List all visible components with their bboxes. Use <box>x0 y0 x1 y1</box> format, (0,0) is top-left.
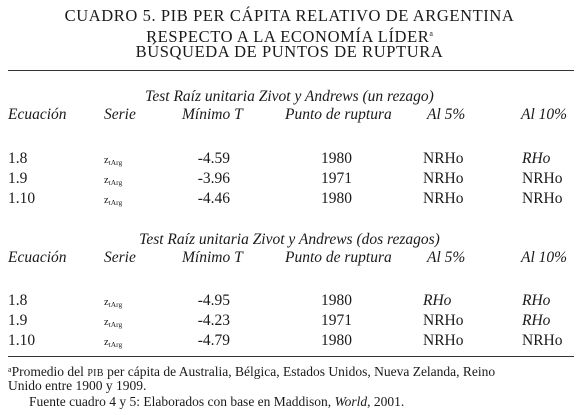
header-ecuacion: Ecuación <box>8 106 67 123</box>
header-punto-ruptura: Punto de ruptura <box>285 106 392 123</box>
cell-serie <box>104 296 122 312</box>
cell-ecuacion: 1.10 <box>8 332 36 349</box>
bottom-rule <box>8 356 574 357</box>
serie-sub: tArg <box>108 178 123 187</box>
header-al-5: Al 5% <box>427 249 466 266</box>
cell-minimo-t: -4.95 <box>197 292 230 309</box>
header-serie: Serie <box>104 249 136 266</box>
section-2-test-title: Test Raíz unitaria Zivot y Andrews (dos rezagos) <box>139 231 440 248</box>
header-serie: Serie <box>104 106 136 123</box>
footnote-a-mark: a <box>8 365 12 374</box>
footnote-a-pib: PIB <box>87 368 104 379</box>
cell-minimo-t: -4.46 <box>197 190 230 207</box>
serie-main: z <box>104 195 109 206</box>
source-text-post: , 2001. <box>367 394 405 409</box>
cell-ecuacion: 1.8 <box>8 150 28 167</box>
cell-punto-ruptura: 1980 <box>321 332 352 349</box>
cell-al-5: NRHo <box>423 190 464 207</box>
source-world: World <box>334 394 368 409</box>
cell-al-5: RHo <box>423 292 452 309</box>
section-1-test-title: Test Raíz unitaria Zivot y Andrews (un rezago) <box>145 88 434 105</box>
cell-al-10: RHo <box>522 312 551 329</box>
cell-al-10: RHo <box>522 150 551 167</box>
cell-al-10: RHo <box>522 292 551 309</box>
header-al-5: Al 5% <box>427 106 466 123</box>
footnote-a-text-pre: Promedio del <box>11 364 88 379</box>
top-rule <box>8 70 574 71</box>
cell-punto-ruptura: 1980 <box>321 150 352 167</box>
cell-ecuacion: 1.9 <box>8 312 28 329</box>
header-minimo-t: Mínimo T <box>182 106 243 123</box>
table-title-line-2-text: RESPECTO A LA ECONOMÍA LÍDER <box>146 27 430 46</box>
cell-minimo-t: -3.96 <box>197 170 230 187</box>
cell-al-10: NRHo <box>522 190 563 207</box>
cell-punto-ruptura: 1971 <box>321 170 352 187</box>
header-ecuacion: Ecuación <box>8 249 67 266</box>
cell-punto-ruptura: 1980 <box>321 292 352 309</box>
source-text-pre: Fuente cuadro 4 y 5: Elaborados con base en Maddison, <box>29 394 335 409</box>
serie-main: z <box>104 297 109 308</box>
serie-sub: tArg <box>108 300 123 309</box>
serie-sub: tArg <box>108 340 123 349</box>
cell-minimo-t: -4.59 <box>197 150 230 167</box>
serie-sub: tArg <box>108 320 123 329</box>
footnote-a-line-2: Unido entre 1900 y 1909. <box>8 378 147 393</box>
cell-serie <box>104 154 122 170</box>
cell-ecuacion: 1.10 <box>8 190 36 207</box>
cell-al-10: NRHo <box>522 170 563 187</box>
footnote-marker: a <box>429 29 433 38</box>
table-title-line-1: CUADRO 5. PIB PER CÁPITA RELATIVO DE ARGENTINA <box>64 6 515 25</box>
header-al-10: Al 10% <box>521 249 568 266</box>
cell-minimo-t: -4.23 <box>197 312 230 329</box>
serie-sub: tArg <box>108 158 123 167</box>
serie-main: z <box>104 337 109 348</box>
footnote-a-text-post: per cápita de Australia, Bélgica, Estados Unidos, Nueva Zelanda, Reino <box>103 364 496 379</box>
header-al-10: Al 10% <box>521 106 568 123</box>
serie-main: z <box>104 175 109 186</box>
cell-ecuacion: 1.8 <box>8 292 28 309</box>
cell-al-5: NRHo <box>423 170 464 187</box>
cell-al-5: NRHo <box>423 150 464 167</box>
cell-serie <box>104 174 122 190</box>
cell-serie <box>104 194 122 210</box>
cell-al-5: NRHo <box>423 332 464 349</box>
cell-al-5: NRHo <box>423 312 464 329</box>
header-punto-ruptura: Punto de ruptura <box>285 249 392 266</box>
cell-punto-ruptura: 1980 <box>321 190 352 207</box>
serie-sub: tArg <box>108 198 123 207</box>
cell-ecuacion: 1.9 <box>8 170 28 187</box>
serie-main: z <box>104 317 109 328</box>
cell-punto-ruptura: 1971 <box>321 312 352 329</box>
cell-serie <box>104 316 122 332</box>
table-title-line-3: BÚSQUEDA DE PUNTOS DE RUPTURA <box>135 42 444 61</box>
cell-serie <box>104 336 122 352</box>
cell-minimo-t: -4.79 <box>197 332 230 349</box>
source-note <box>29 394 404 410</box>
cell-al-10: NRHo <box>522 332 563 349</box>
header-minimo-t: Mínimo T <box>182 249 243 266</box>
serie-main: z <box>104 155 109 166</box>
